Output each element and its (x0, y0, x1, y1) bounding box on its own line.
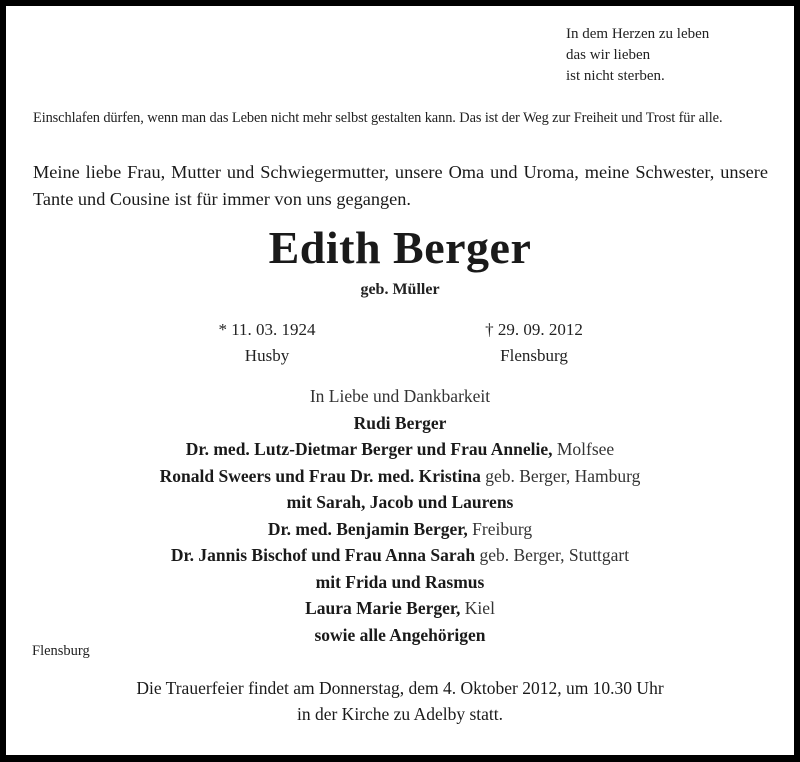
mourner-line (6, 489, 794, 516)
announcement-text: Meine liebe Frau, Mutter und Schwiegermutter, unsere Oma und Uroma, meine Schwester, unsere Tante und Cousine ist für immer von uns gegangen. (33, 162, 768, 209)
deceased-name: Edith Berger (268, 222, 532, 273)
mourner-line (6, 569, 794, 596)
mourner-name: mit Sarah, Jacob und Laurens (286, 492, 514, 512)
mourner-line (6, 436, 794, 463)
motto-line: In dem Herzen zu leben (566, 26, 710, 42)
mourner-detail: Freiburg (467, 518, 533, 539)
death-info (434, 317, 634, 369)
mourner-name: sowie alle Angehörigen (314, 624, 486, 645)
service-line-2: in der Kirche zu Adelby statt. (296, 704, 504, 724)
birth-info (167, 317, 367, 369)
mourners-heading: In Liebe und Dankbarkeit (309, 386, 491, 406)
death-date: † 29. 09. 2012 (485, 320, 583, 339)
mourner-line (6, 622, 794, 649)
maiden-name: geb. Müller (360, 281, 440, 298)
mourner-name: Laura Marie Berger, (305, 598, 461, 618)
mourner-name: mit Frida und Rasmus (315, 571, 485, 592)
mourner-line (6, 463, 794, 490)
obituary-notice (6, 6, 794, 755)
mourner-line (6, 595, 794, 622)
mourners-list (6, 383, 794, 648)
motto-line: das wir lieben (566, 47, 651, 63)
place-of-notice: Flensburg (32, 643, 90, 659)
birth-place: Husby (244, 346, 290, 365)
mourner-name: Dr. med. Benjamin Berger, (267, 518, 468, 539)
birth-date: * 11. 03. 1924 (218, 320, 316, 339)
intro-quote: Einschlafen dürfen, wenn man das Leben nicht mehr selbst gestalten kann. Das ist der Weg zur Freiheit und Trost für alle. (33, 110, 723, 126)
mourner-name: Ronald Sweers und Frau Dr. med. Kristina (159, 465, 481, 486)
motto-verse (566, 24, 709, 87)
mourner-detail: geb. Berger, Stuttgart (475, 545, 630, 565)
motto-line: ist nicht sterben. (566, 68, 665, 84)
mourner-detail: geb. Berger, Hamburg (480, 465, 641, 486)
mourner-detail: Kiel (460, 598, 495, 618)
funeral-service-info (6, 675, 794, 727)
mourner-line (6, 542, 794, 569)
mourner-name: Rudi Berger (353, 412, 447, 433)
death-place: Flensburg (500, 346, 568, 365)
mourner-line (6, 516, 794, 543)
service-line-1: Die Trauerfeier findet am Donnerstag, dem 4. Oktober 2012, um 10.30 Uhr (136, 678, 664, 698)
mourner-detail: Molfsee (552, 439, 615, 459)
mourner-line (6, 410, 794, 437)
mourner-name: Dr. med. Lutz-Dietmar Berger und Frau Annelie, (185, 439, 553, 459)
mourner-name: Dr. Jannis Bischof und Frau Anna Sarah (170, 545, 476, 565)
